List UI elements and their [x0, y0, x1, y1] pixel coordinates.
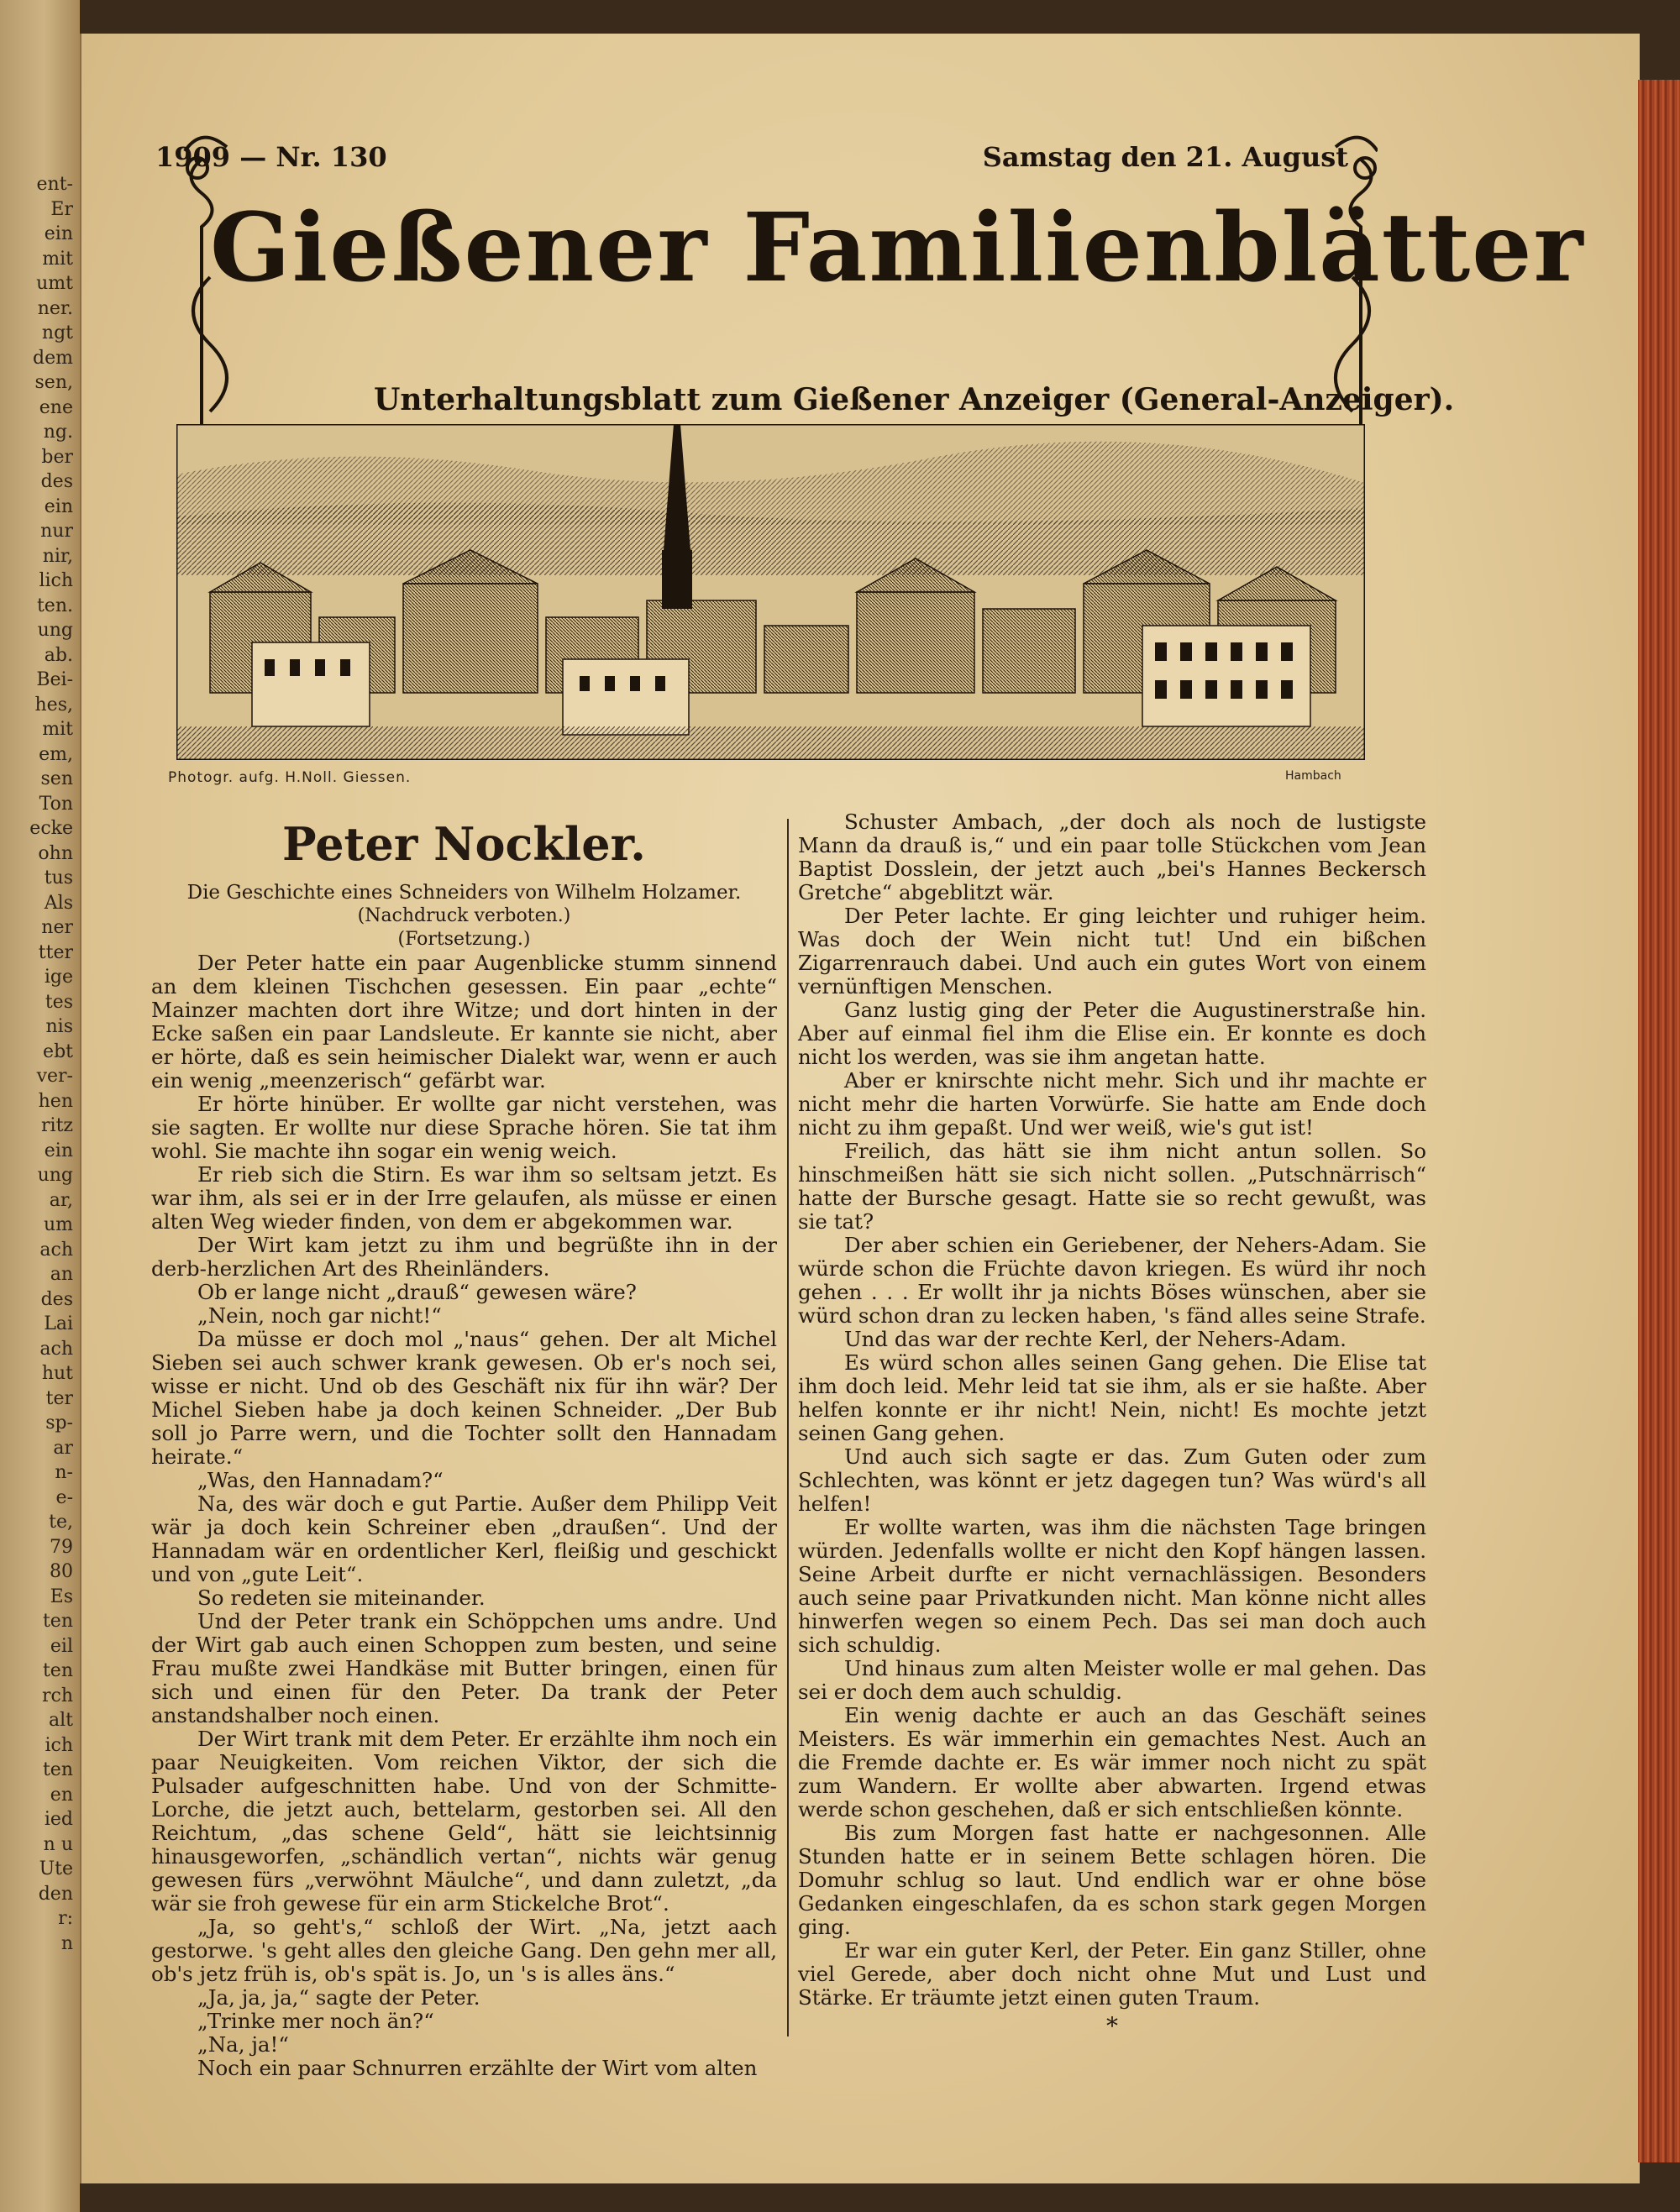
margin-fragment: ach — [39, 1239, 73, 1261]
margin-fragment: ecke — [29, 818, 73, 839]
margin-fragment: 79 — [50, 1536, 73, 1558]
article-paragraph: Er hörte hinüber. Er wollte gar nicht verstehen, was sie sagten. Er wollte nur diese Sprache hören. Sie tat ihm wohl. Sie machte ihn sogar ein wenig weich. — [151, 1092, 777, 1163]
article-paragraph: Schuster Ambach, „der doch als noch de lustigste Mann da drauß is,“ und ein paar tolle Stückchen vom Jean Baptist Dosslein, der jetzt auch „bei's Hannes Beckersch Gretche“ abgeblitzt wär. — [798, 810, 1426, 904]
article-byline: Die Geschichte eines Schneiders von Wilhelm Holzamer. — [186, 882, 742, 904]
margin-fragment: rch — [41, 1685, 73, 1706]
margin-fragment: ten — [42, 1611, 73, 1632]
margin-fragment: te, — [49, 1512, 73, 1533]
margin-fragment: ter — [45, 1387, 73, 1409]
margin-fragment: alt — [49, 1710, 73, 1731]
margin-fragment: tes — [45, 991, 73, 1013]
article-paragraph: Und hinaus zum alten Meister wolle er mal gehen. Das sei er doch dem auch schuldig. — [798, 1656, 1426, 1704]
margin-fragment: hes, — [34, 694, 73, 715]
margin-fragment: ohn — [38, 842, 73, 864]
reprint-note: (Nachdruck verboten.) — [357, 905, 571, 926]
margin-fragment: en — [50, 1784, 73, 1806]
article-paragraph: Und auch sich sagte er das. Zum Guten oder zum Schlechten, was könnt er jetz dagegen tun? Was würd's all helfen! — [798, 1444, 1426, 1516]
margin-fragment: ver- — [36, 1066, 73, 1087]
margin-fragment: nir, — [42, 545, 73, 567]
article-paragraph: „Nein, noch gar nicht!“ — [197, 1303, 442, 1328]
margin-fragment: nis — [45, 1016, 73, 1037]
article-paragraph: Freilich, das hätt sie ihm nicht antun sollen. So hinschmeißen hätt sie sich nicht sollen. „Putschnärrisch“ hatte der Bursche gesagt. Hatte sie so recht gewußt, was sie tat? — [798, 1139, 1426, 1234]
article-headline: Peter Nockler. — [282, 817, 646, 871]
margin-fragment: Bei- — [36, 669, 73, 690]
margin-fragment: ich — [45, 1734, 73, 1756]
margin-fragment: ied — [44, 1809, 73, 1830]
margin-fragment: ritz — [41, 1115, 73, 1136]
margin-fragment: dem — [33, 347, 73, 369]
margin-fragment: e- — [55, 1486, 73, 1508]
margin-fragment: ung — [37, 1165, 73, 1186]
margin-fragment: ebt — [43, 1040, 73, 1062]
margin-fragment: ner. — [37, 297, 73, 319]
margin-fragment: des — [40, 1288, 73, 1310]
margin-fragment: Es — [50, 1586, 73, 1607]
margin-fragment: tus — [44, 868, 73, 888]
margin-fragment: ein — [44, 1140, 73, 1161]
margin-fragment: ar — [53, 1437, 73, 1459]
margin-fragment: 80 — [50, 1561, 73, 1582]
column-divider — [787, 819, 789, 2036]
article-paragraph: Noch ein paar Schnurren erzählte der Wirt vom alten — [197, 2056, 758, 2080]
margin-fragment: ng. — [43, 422, 73, 443]
margin-fragment: n- — [55, 1462, 73, 1483]
article-paragraph: Aber er knirschte nicht mehr. Sich und ihr machte er nicht mehr die harten Vorwürfe. Sie hatte am Ende doch nicht zu ihm gepaßt. Und wer weiß, wie's gut ist! — [798, 1068, 1426, 1140]
margin-fragment: ten — [42, 1759, 73, 1780]
margin-fragment: ngt — [41, 322, 73, 343]
margin-fragment: hut — [41, 1363, 73, 1384]
newspaper-subtitle: Unterhaltungsblatt zum Gießener Anzeiger (General-Anzeiger). — [374, 382, 1455, 417]
margin-fragment: umt — [36, 273, 73, 294]
margin-fragment: n — [60, 1932, 73, 1954]
issue-number: 1909 — Nr. 130 — [155, 141, 387, 173]
article-paragraph: „Trinke mer noch än?“ — [197, 2009, 434, 2033]
margin-fragment: ten. — [36, 595, 73, 616]
article-paragraph: „Ja, so geht's,“ schloß der Wirt. „Na, jetzt aach gestorwe. 's geht alles den gleiche Gang. Den gehn mer all, ob's jetz früh is, ob's spät is. Jo, un 's is alles äns.“ — [151, 1915, 777, 1986]
newspaper-title: Gießener Familienblätter — [210, 193, 1585, 303]
article-paragraph: Er rieb sich die Stirn. Es war ihm so seltsam jetzt. Es war ihm, als sei er in der Irre gelaufen, als müsse er einen alten Weg wieder finden, von dem er abgekommen war. — [151, 1162, 777, 1234]
margin-fragment: r: — [58, 1908, 73, 1929]
article-paragraph: Na, des wär doch e gut Partie. Außer dem Philipp Veit wär ja doch kein Schreiner eben „draußen“. Und der Hannadam wär en ordentlicher Kerl, fleißig und geschickt und von „gute Leit“. — [151, 1491, 777, 1586]
margin-fragment: sp- — [45, 1413, 73, 1434]
city-panorama-engraving — [176, 424, 1365, 760]
margin-fragment: den — [38, 1883, 73, 1905]
article-column-left — [151, 810, 777, 2080]
margin-fragment: Lai — [44, 1313, 73, 1334]
article-paragraph: Ob er lange nicht „drauß“ gewesen wäre? — [197, 1280, 637, 1304]
article-paragraph: „Na, ja!“ — [197, 2032, 289, 2057]
article-paragraph: Der Peter hatte ein paar Augenblicke stumm sinnend an dem kleinen Tischchen gesessen. Ein paar „echte“ Mainzer machten dort ihre Witze; und dort hinten in der Ecke saßen ein paar Landsleute. Er kannte sie nicht, aber er hörte, daß es sein heimischer Dialekt war, wenn er auch ein wenig „meenzerisch“ gefärbt war. — [151, 951, 777, 1093]
end-mark: * — [1106, 2012, 1118, 2040]
book-edge — [1638, 80, 1680, 2162]
margin-fragment: ige — [44, 967, 73, 988]
margin-fragment: des — [40, 471, 73, 492]
article-paragraph: Da müsse er doch mol „'naus“ gehen. Der alt Michel Sieben sei auch schwer krank gewesen. Ob er's noch sei, wisse er nicht. Und ob des Geschäft nix für ihn wär? Der Michel Sieben habe ja doch keinen Schneider. „Der Bub soll jo Parre wern, und die Tochter sollt den Hannadam heirate.“ — [151, 1327, 777, 1469]
engraver-credit: Hambach — [1285, 769, 1341, 783]
article-paragraph: Und der Peter trank ein Schöppchen ums andre. Und der Wirt gab auch einen Schoppen zum besten, und seine Frau mußte zwei Handkäse mit Butter bringen, einen für sich und einen für den Peter. Da trank der Peter anstandshalber noch einen. — [151, 1609, 777, 1727]
article-paragraph: Es würd schon alles seinen Gang gehen. Die Elise tat ihm doch leid. Mehr leid tat sie ihm, als er sie haßte. Aber helfen konnte er ihr nicht! Nein, nicht! Es mochte jetzt seinen Gang gehen. — [798, 1350, 1426, 1445]
margin-fragment: ung — [37, 620, 73, 641]
margin-fragment: Ute — [39, 1858, 73, 1879]
margin-fragment: ent- — [36, 174, 73, 195]
margin-fragment: Er — [50, 198, 73, 220]
margin-fragment: ene — [39, 396, 73, 418]
issue-date: Samstag den 21. August — [982, 141, 1348, 173]
margin-fragment: Ton — [39, 793, 73, 815]
margin-fragment: um — [43, 1214, 73, 1235]
article-paragraph: Der Peter lachte. Er ging leichter und ruhiger heim. Was doch der Wein nicht tut! Und ein bißchen Zigarrenrauch dabei. Und auch ein gutes Wort von einem vernünftigen Menschen. — [798, 904, 1426, 999]
adjacent-page-margin — [0, 0, 80, 2212]
margin-fragment: hen — [38, 1090, 73, 1112]
margin-fragment: eil — [50, 1635, 73, 1657]
article-column-right — [798, 810, 1426, 2038]
article-paragraph: Bis zum Morgen fast hatte er nachgesonnen. Alle Stunden hatte er in seinem Bette schlagen hören. Die Domuhr schlug so laut. Und endlich war er ohne böse Gedanken eingeschlafen, da es schon stark gegen Morgen ging. — [798, 1821, 1426, 1939]
article-paragraph: Er war ein guter Kerl, der Peter. Ein ganz Stiller, ohne viel Gerede, aber doch nicht ohne Mut und Lust und Stärke. Er träumte jetzt einen guten Traum. — [798, 1938, 1426, 2010]
margin-fragment: ar, — [49, 1189, 73, 1211]
article-paragraph: Der Wirt kam jetzt zu ihm und begrüßte ihn in der derb-herzlichen Art des Rheinländers. — [151, 1233, 777, 1281]
margin-fragment: Als — [44, 892, 73, 914]
article-paragraph: Ganz lustig ging der Peter die Augustinerstraße hin. Aber auf einmal fiel ihm die Elise ein. Er konnte es doch nicht los werden, was sie ihm angetan hatte. — [798, 998, 1426, 1069]
margin-fragment: ten — [42, 1660, 73, 1681]
article-paragraph: Er wollte warten, was ihm die nächsten Tage bringen würden. Jedenfalls wollte er nicht den Kopf hängen lassen. Seine Arbeit durfte er nicht vernachlässigen. Besonders auch seine paar Privatkunden nicht. Man könne nicht alles hinwerfen wegen so einem Pech. Das sei man doch auch sich schuldig. — [798, 1515, 1426, 1657]
margin-fragment: ein — [44, 495, 73, 517]
photo-credit: Photogr. aufg. H.Noll. Giessen. — [168, 769, 412, 786]
right-paragraphs — [798, 810, 1426, 2010]
margin-fragment: an — [50, 1264, 73, 1285]
margin-fragment: ach — [39, 1338, 73, 1360]
article-paragraph: Ein wenig dachte er auch an das Geschäft seines Meisters. Es wär immerhin ein gemachtes Nest. Auch an die Fremde dachte er. Es wär immer noch nicht zu spät zum Wandern. Er wollte aber abwarten. Irgend etwas werde schon geschehen, daß er sich entschließen könnte. — [798, 1703, 1426, 1821]
margin-fragment: ein — [44, 223, 73, 244]
article-paragraph: „Was, den Hannadam?“ — [197, 1468, 444, 1492]
margin-fragment: sen, — [34, 372, 73, 393]
margin-fragment: ner — [41, 917, 73, 938]
article-paragraph: Der aber schien ein Geriebener, der Nehers-Adam. Sie würde schon die Früchte davon kriegen. Es würd ihr noch gehen . . . Er wollt ihr ja nichts Böses wünschen, aber sie würd schon dran zu lecken haben, 's fänd alles seine Strafe. — [798, 1233, 1426, 1328]
continuation-note: (Fortsetzung.) — [397, 929, 531, 950]
article-paragraph: „Ja, ja, ja,“ sagte der Peter. — [197, 1985, 480, 2010]
article-paragraph: Und das war der rechte Kerl, der Nehers-Adam. — [844, 1327, 1347, 1351]
article-paragraph: Der Wirt trank mit dem Peter. Er erzählte ihm noch ein paar Neuigkeiten. Vom reichen Viktor, der sich die Pulsader aufgeschnitten habe. Und von der Schmitte-Lorche, die jetzt auch, bettelarm, gestorben sei. All den Reichtum, „das schene Geld“, hätt sie leichtsinnig hinausgeworfen, „schändlich vertan“, nichts wär genug gewesen fürs „verwöhnt Mäulche“, und dann zuletzt, „da wär sie froh gewese für ein arm Stickelche Brot“. — [151, 1727, 777, 1916]
margin-fragment: sen — [40, 768, 73, 789]
margin-fragment: nur — [40, 521, 73, 542]
margin-fragment: mit — [42, 719, 73, 740]
margin-fragment: em, — [39, 743, 73, 765]
margin-fragment: mit — [42, 248, 73, 270]
margin-fragment: ab. — [44, 644, 73, 666]
margin-fragment: tter — [38, 941, 73, 963]
margin-fragment: ber — [41, 446, 73, 468]
margin-fragment: lich — [39, 570, 73, 591]
margin-fragment: n u — [43, 1833, 73, 1855]
article-paragraph: So redeten sie miteinander. — [197, 1586, 486, 1610]
left-paragraphs — [151, 951, 777, 2080]
